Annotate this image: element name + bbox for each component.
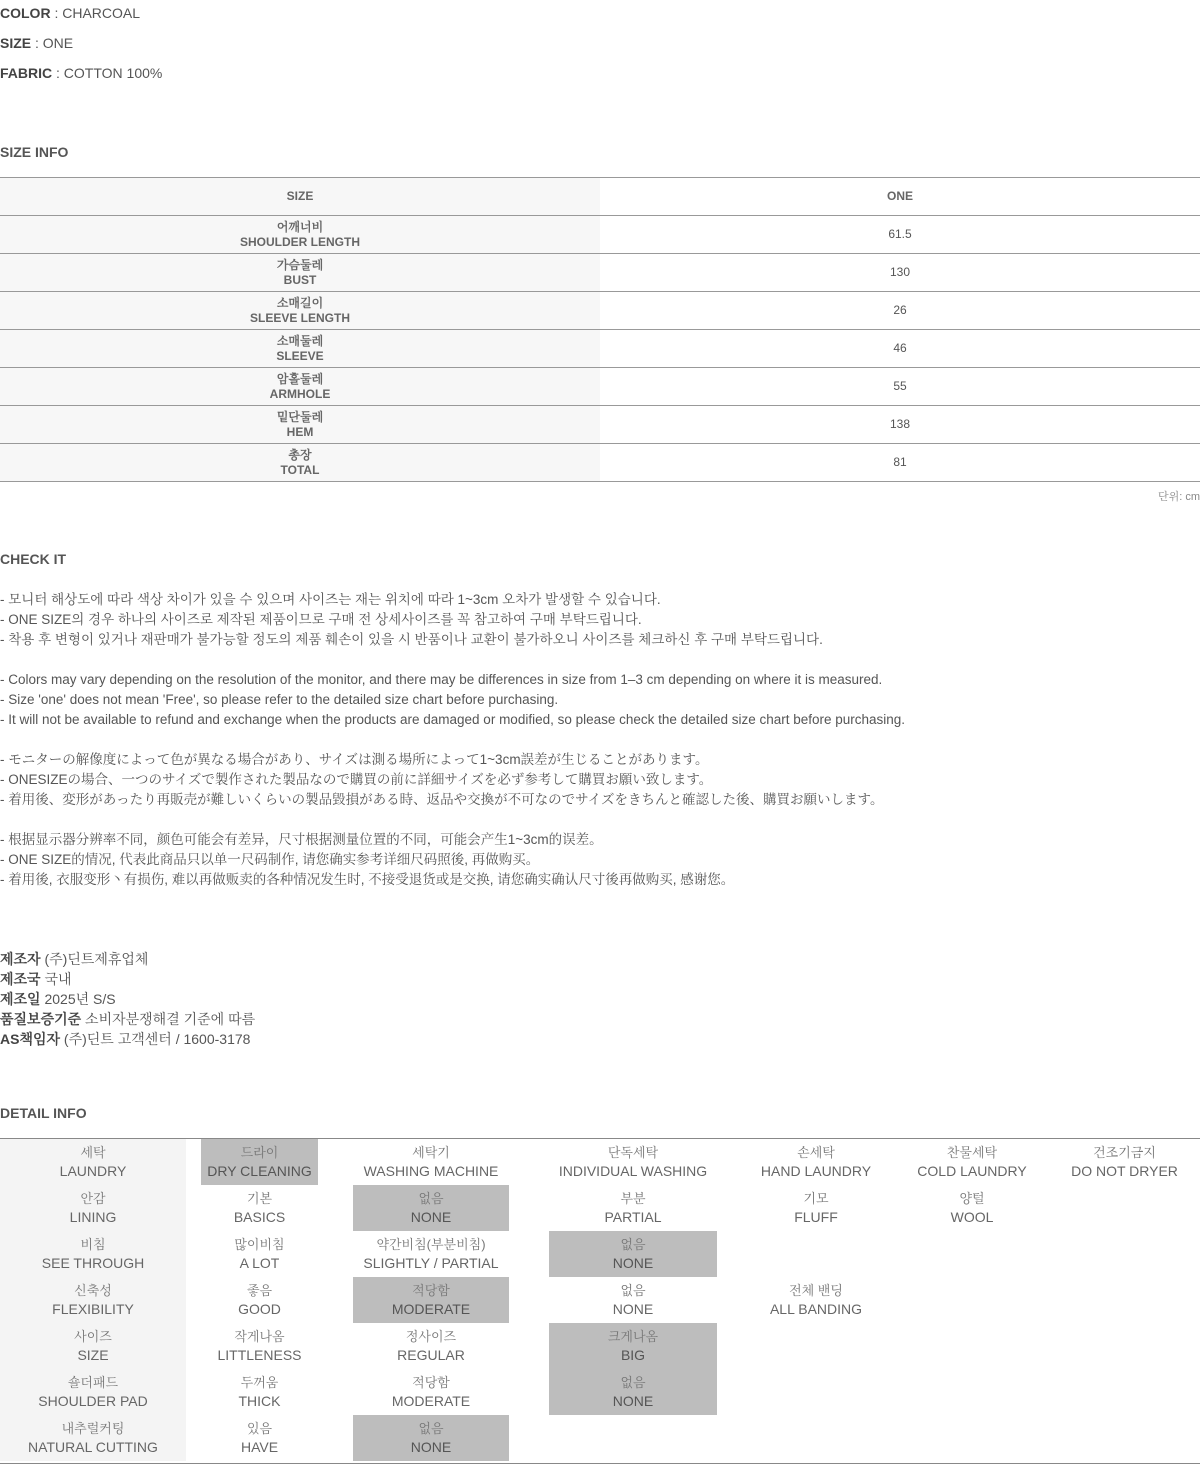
detail-en: BASICS: [233, 1209, 286, 1225]
detail-row: [0, 1277, 1200, 1323]
detail-ko: 세탁: [80, 1145, 106, 1160]
detail-en: NONE: [612, 1393, 654, 1409]
detail-en: ALL BANDING: [769, 1301, 863, 1317]
detail-option: [735, 1185, 897, 1231]
detail-en: NATURAL CUTTING: [28, 1439, 158, 1455]
detail-en: INDIVIDUAL WASHING: [558, 1163, 708, 1179]
size-row-label-en: SHOULDER LENGTH: [240, 234, 360, 249]
detail-row-label: [0, 1277, 186, 1323]
size-row-label: [0, 216, 600, 254]
detail-option: [1049, 1139, 1200, 1185]
maker-row: [0, 969, 255, 989]
size-row: [0, 254, 1200, 292]
detail-ko: 두꺼움: [240, 1375, 279, 1390]
detail-ko: 신축성: [74, 1283, 112, 1298]
detail-en: WASHING MACHINE: [363, 1163, 499, 1179]
size-row: [0, 292, 1200, 330]
maker-value: 소비자분쟁해결 기준에 따름: [81, 1011, 256, 1027]
size-row-value: 130: [600, 254, 1200, 292]
detail-en: SIZE: [77, 1347, 109, 1363]
note-line: - モニターの解像度によって色が異なる場合があり、サイズは測る場所によって1~3cm誤差が生じることがあります。: [0, 752, 709, 767]
detail-row-label: [0, 1185, 186, 1231]
detail-option-selected: [353, 1415, 509, 1461]
detail-option: [897, 1185, 1047, 1231]
detail-en: NONE: [410, 1439, 452, 1455]
spec-value: : COTTON 100%: [52, 65, 163, 81]
detail-option: [549, 1139, 717, 1185]
note-line: - ONESIZEの場合、一つのサイズで製作された製品なので購買の前に詳細サイズを必ず参考して購買お願い致します。: [0, 772, 713, 787]
size-row: [0, 216, 1200, 254]
size-row-label-ko: 암홀둘레: [276, 371, 324, 386]
detail-row: [0, 1369, 1200, 1415]
detail-en: HAND LAUNDRY: [760, 1163, 872, 1179]
detail-option-selected: [353, 1185, 509, 1231]
maker-row: [0, 949, 255, 969]
detail-ko: 기본: [246, 1191, 273, 1206]
maker-row: [0, 1009, 255, 1029]
detail-option-selected: [353, 1277, 509, 1323]
size-row-label-ko: 가슴둘레: [276, 257, 324, 272]
spec-fabric: [0, 63, 162, 83]
size-row-label: [0, 292, 600, 330]
maker-value: (주)딘트제휴업체: [40, 951, 149, 967]
detail-en: REGULAR: [397, 1347, 465, 1363]
maker-value: 국내: [40, 971, 72, 987]
detail-ko: 세탁기: [412, 1145, 450, 1160]
detail-en: NONE: [410, 1209, 452, 1225]
detail-en: SHOULDER PAD: [38, 1393, 148, 1409]
detail-option: [201, 1185, 318, 1231]
detail-ko: 기모: [803, 1191, 829, 1206]
note-line: - 着用後, 衣服变形丶有损伤, 难以再做贩卖的各种情况发生时, 不接受退货或是交换, 请您确实确认尺寸後再做购买, 感谢您。: [0, 872, 735, 887]
size-row-label-en: TOTAL: [280, 462, 320, 477]
detail-info-title: DETAIL INFO: [0, 1105, 87, 1121]
detail-ko: 안감: [80, 1191, 106, 1206]
note-line: - 着用後、変形があったり再販売が難しいくらいの製品毀損がある時、返品や交換が不可なのでサイズをきちんと確認した後、購買お願いします。: [0, 792, 884, 807]
detail-ko: 좋음: [246, 1283, 273, 1298]
size-row-value: 138: [600, 406, 1200, 444]
detail-en: SLIGHTLY / PARTIAL: [363, 1255, 499, 1271]
size-row-value: 55: [600, 368, 1200, 406]
note-line: - 根据显示器分辨率不同，颜色可能会有差异，尺寸根据测量位置的不同，可能会产生1~3cm的误差。: [0, 832, 603, 847]
detail-ko: 단독세탁: [607, 1145, 659, 1160]
detail-option-selected: [549, 1231, 717, 1277]
size-row: [0, 368, 1200, 406]
maker-value: 2025년 S/S: [40, 991, 116, 1007]
detail-en: MODERATE: [391, 1301, 471, 1317]
detail-en: COLD LAUNDRY: [917, 1163, 1027, 1179]
detail-ko: 적당함: [412, 1283, 450, 1298]
size-row-label: [0, 254, 600, 292]
detail-ko: 약간비침(부분비침): [376, 1237, 486, 1252]
detail-row-label: [0, 1369, 186, 1415]
detail-option: [201, 1369, 318, 1415]
detail-option-selected: [201, 1139, 318, 1185]
detail-option: [353, 1369, 509, 1415]
unit-note: 단위: cm: [1157, 491, 1200, 503]
detail-en: GOOD: [238, 1301, 281, 1317]
detail-option: [353, 1139, 509, 1185]
detail-ko: 비침: [80, 1237, 106, 1252]
detail-table: [0, 1138, 1200, 1464]
spec-label: SIZE: [0, 35, 32, 51]
detail-ko: 작게나옴: [234, 1329, 285, 1344]
detail-option: [353, 1231, 509, 1277]
detail-row-label: [0, 1323, 186, 1369]
check-it-title: CHECK IT: [0, 551, 67, 567]
detail-option: [549, 1277, 717, 1323]
note-line: - ONE SIZE的情况, 代表此商品只以单一尺码制作, 请您确实参考详细尺码照後, 再做购买。: [0, 852, 540, 867]
size-row-label-en: SLEEVE LENGTH: [249, 310, 350, 325]
size-row-value: 81: [600, 444, 1200, 482]
detail-ko: 없음: [620, 1283, 646, 1298]
note-spacer: [0, 730, 905, 750]
detail-option: [201, 1231, 318, 1277]
size-row-label-ko: 소매둘레: [276, 333, 324, 348]
detail-option: [201, 1277, 318, 1323]
detail-row: [0, 1185, 1200, 1231]
detail-ko: 건조기금지: [1093, 1145, 1156, 1160]
size-row-label-ko: 총장: [288, 447, 312, 462]
detail-en: NONE: [612, 1301, 654, 1317]
detail-option: [549, 1185, 717, 1231]
check-it-notes: [0, 590, 905, 890]
spec-color: [0, 3, 140, 23]
size-table: [0, 177, 1200, 482]
note-line: - Colors may vary depending on the resolution of the monitor, and there may be differences in size from 1–3 cm depending on where it is measured.: [0, 672, 883, 687]
detail-option: [735, 1139, 897, 1185]
size-row-label-ko: 밑단둘레: [276, 409, 324, 424]
size-row-label-ko: 어깨너비: [276, 219, 324, 234]
detail-row: [0, 1139, 1200, 1185]
detail-ko: 손세탁: [797, 1145, 835, 1160]
detail-ko: 없음: [418, 1191, 444, 1206]
detail-option-selected: [549, 1369, 717, 1415]
size-row-label-en: HEM: [286, 424, 314, 439]
size-row: [0, 330, 1200, 368]
detail-en: FLEXIBILITY: [52, 1301, 134, 1317]
detail-ko: 사이즈: [74, 1329, 112, 1344]
detail-row: [0, 1231, 1200, 1277]
detail-option-selected: [549, 1323, 717, 1369]
size-row-label: [0, 406, 600, 444]
size-row: [0, 406, 1200, 444]
maker-label: 제조자: [0, 951, 41, 967]
size-row-label: [0, 330, 600, 368]
detail-row: [0, 1323, 1200, 1369]
maker-value: (주)딘트 고객센터 / 1600-3178: [60, 1031, 251, 1047]
detail-en: THICK: [238, 1393, 281, 1409]
note-spacer: [0, 810, 905, 830]
note-line: - ONE SIZE의 경우 하나의 사이즈로 제작된 제품이므로 구매 전 상세사이즈를 꼭 참고하여 구매 부탁드립니다.: [0, 612, 642, 627]
maker-label: AS책임자: [0, 1031, 61, 1047]
detail-ko: 부분: [620, 1191, 646, 1206]
size-row-label-en: ARMHOLE: [269, 386, 331, 401]
note-line: - It will not be available to refund and exchange when the products are damaged or modified, so please check the detailed size chart before purchasing.: [0, 712, 906, 727]
maker-row: [0, 989, 255, 1009]
detail-ko: 없음: [620, 1237, 646, 1252]
spec-label: FABRIC: [0, 65, 53, 81]
spec-size: [0, 33, 73, 53]
detail-en: LINING: [69, 1209, 117, 1225]
detail-en: BIG: [620, 1347, 646, 1363]
size-header-value: ONE: [600, 178, 1200, 216]
detail-ko: 있음: [246, 1421, 273, 1436]
size-row-value: 26: [600, 292, 1200, 330]
detail-en: PARTIAL: [604, 1209, 662, 1225]
size-row-label: [0, 444, 600, 482]
detail-ko: 많이비침: [234, 1237, 285, 1252]
size-row-label-ko: 소매길이: [276, 295, 324, 310]
size-row: [0, 444, 1200, 482]
spec-value: : CHARCOAL: [50, 5, 141, 21]
detail-option: [353, 1323, 509, 1369]
detail-ko: 양털: [959, 1191, 985, 1206]
detail-en: HAVE: [240, 1439, 279, 1455]
detail-row-label: [0, 1415, 186, 1461]
size-row-label-en: SLEEVE: [276, 348, 324, 363]
detail-ko: 내추럴커팅: [61, 1421, 125, 1436]
detail-en: WOOL: [950, 1209, 994, 1225]
detail-ko: 없음: [620, 1375, 646, 1390]
spec-value: : ONE: [31, 35, 74, 51]
spec-label: COLOR: [0, 5, 51, 21]
size-info-title: SIZE INFO: [0, 144, 69, 160]
note-line: - 착용 후 변형이 있거나 재판매가 불가능할 정도의 제품 훼손이 있을 시 반품이나 교환이 불가하오니 사이즈를 체크하신 후 구매 부탁드립니다.: [0, 632, 823, 647]
size-row-label-en: BUST: [283, 272, 317, 287]
maker-label: 제조국: [0, 971, 41, 987]
size-row-label: [0, 368, 600, 406]
detail-ko: 드라이: [240, 1145, 279, 1160]
maker-label: 품질보증기준: [0, 1011, 82, 1027]
detail-ko: 전체 밴딩: [789, 1283, 843, 1298]
size-row-value: 61.5: [600, 216, 1200, 254]
detail-ko: 적당함: [412, 1375, 450, 1390]
size-row-value: 46: [600, 330, 1200, 368]
detail-row: [0, 1415, 1200, 1461]
detail-en: A LOT: [239, 1255, 280, 1271]
detail-ko: 없음: [418, 1421, 444, 1436]
maker-label: 제조일: [0, 991, 41, 1007]
detail-en: LITTLENESS: [217, 1347, 302, 1363]
note-line: - 모니터 해상도에 따라 색상 차이가 있을 수 있으며 사이즈는 재는 위치에 따라 1~3cm 오차가 발생할 수 있습니다.: [0, 592, 661, 607]
detail-en: DRY CLEANING: [207, 1163, 312, 1179]
size-header-label: SIZE: [0, 178, 600, 216]
size-table-header: [0, 178, 1200, 216]
detail-row-label: [0, 1139, 186, 1185]
note-spacer: [0, 650, 905, 670]
detail-ko: 찬물세탁: [946, 1145, 998, 1160]
detail-en: NONE: [612, 1255, 654, 1271]
note-line: - Size 'one' does not mean 'Free', so please refer to the detailed size chart before purchasing.: [0, 692, 559, 707]
detail-en: DO NOT DRYER: [1071, 1163, 1178, 1179]
detail-option: [201, 1415, 318, 1461]
maker-info: [0, 949, 255, 1049]
detail-row-label: [0, 1231, 186, 1277]
maker-row: [0, 1029, 255, 1049]
detail-ko: 숄더패드: [67, 1375, 119, 1390]
detail-en: LAUNDRY: [59, 1163, 127, 1179]
detail-ko: 정사이즈: [405, 1329, 457, 1344]
detail-option: [201, 1323, 318, 1369]
detail-en: SEE THROUGH: [41, 1255, 145, 1271]
detail-option: [735, 1277, 897, 1323]
detail-ko: 크게나옴: [607, 1329, 659, 1344]
detail-option: [897, 1139, 1047, 1185]
detail-en: MODERATE: [391, 1393, 471, 1409]
detail-en: FLUFF: [794, 1209, 838, 1225]
